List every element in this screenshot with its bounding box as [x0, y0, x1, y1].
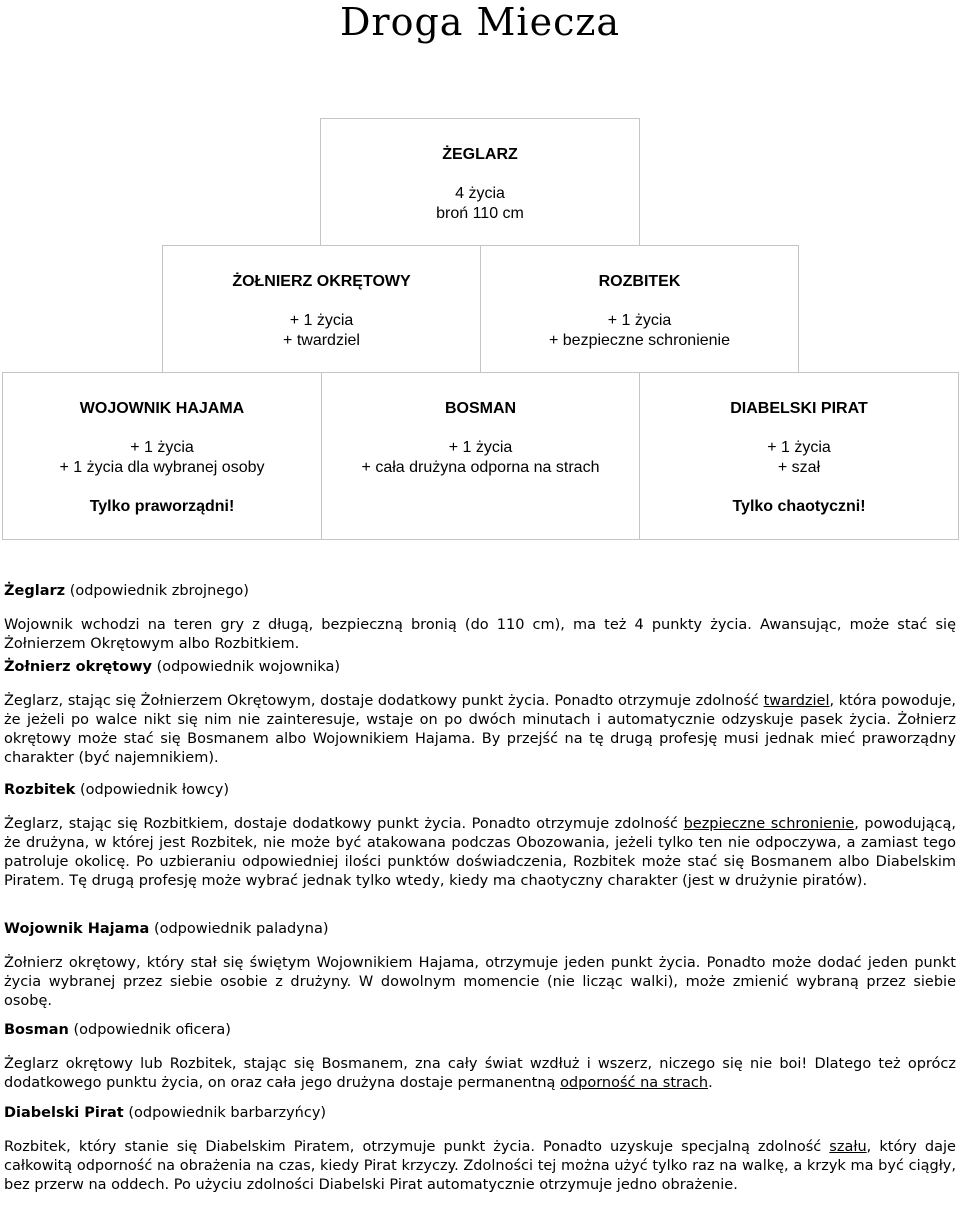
class-stat: + 1 życia dla wybranej osoby [59, 459, 265, 476]
class-stat: + twardziel [283, 332, 360, 349]
class-stat: + 1 życia [448, 439, 513, 456]
body-text: , powodującą, że drużyna, w której jest Rozbitek, nie może być atakowana podczas Obozowania, jeżeli tylko ten nie odpoczywa, a zamiast tego patroluje okolicę. Po uzbieraniu odpowiedniej ilości punktów doświadczenia, Rozbitek może stać się Bosmanem albo Diabelskim Piratem. Tę drugą profesję może wybrać jednak tylko wtedy, kiedy ma chaotyczny charakter (jest w drużynie piratów). [4, 816, 956, 889]
page-title: Droga Miecza [339, 0, 621, 44]
class-name: BOSMAN [444, 400, 517, 417]
section-heading [4, 920, 956, 939]
section-title: Żeglarz [4, 583, 66, 599]
section-body [4, 1055, 956, 1093]
class-name: ŻOŁNIERZ OKRĘTOWY [232, 273, 411, 290]
section-body: Wojownik wchodzi na teren gry z długą, bezpieczną bronią (do 110 cm), ma też 4 punkty życia. Awansując, może stać się Żołnierzem Okrętowym albo Rozbitkiem. [4, 617, 956, 652]
section-title: Wojownik Hajama [4, 921, 150, 937]
class-stat: + 1 życia [607, 312, 672, 329]
section-body [4, 1138, 956, 1195]
body-text: . [708, 1075, 713, 1091]
section-heading [4, 658, 956, 677]
class-stat: + 1 życia [767, 439, 831, 456]
section-wojownik-hajama [4, 920, 956, 1011]
body-text: , który daje całkowitą odporność na obrażenia na czas, kiedy Pirat krzyczy. Zdolności tej można użyć tylko raz na walkę, a krzyk ma być ciągły, bez przerw na oddech. Po użyciu zdolności Diabelski Pirat automatycznie otrzymuje jedno obrażenie. [4, 1139, 956, 1193]
body-text: Żeglarz, stając się Żołnierzem Okrętowym, dostaje dodatkowy punkt życia. Ponadto otrzymuje zdolność [4, 693, 764, 709]
class-name: ROZBITEK [598, 273, 681, 290]
ability-odpornosc-na-strach: odporność na strach [560, 1075, 709, 1091]
class-name: DIABELSKI PIRAT [730, 400, 868, 417]
section-subtitle: (odpowiednik barbarzyńcy) [128, 1105, 327, 1121]
section-subtitle: (odpowiednik wojownika) [156, 659, 341, 675]
class-stat: 4 życia [455, 185, 505, 202]
section-title: Diabelski Pirat [4, 1105, 124, 1121]
section-body [4, 692, 956, 768]
ability-twardziel: twardziel [763, 693, 830, 709]
section-diabelski-pirat [4, 1104, 956, 1195]
section-subtitle: (odpowiednik oficera) [73, 1022, 231, 1038]
section-body: Żołnierz okrętowy, który stał się świętym Wojownikiem Hajama, otrzymuje jeden punkt życia. Ponadto może dodać jeden punkt życia wybranej przez siebie osobie z drużyny. W dowolnym momencie (nie licząc walki), może zmienić wybraną przez siebie osobę. [4, 955, 956, 1009]
tree-tier3-box-middle [321, 372, 640, 540]
section-subtitle: (odpowiednik zbrojnego) [69, 583, 249, 599]
section-title: Żołnierz okrętowy [4, 659, 152, 675]
body-text: Żeglarz okrętowy lub Rozbitek, stając się Bosmanem, zna cały świat wzdłuż i wszerz, niczego się nie boi! Dlatego też oprócz dodatkowego punktu życia, on oraz cała jego drużyna dostaje permanentną [4, 1056, 956, 1091]
body-text: Rozbitek, który stanie się Diabelskim Piratem, otrzymuje punkt życia. Ponadto uzyskuje specjalną zdolność [4, 1139, 830, 1155]
class-stat: + 1 życia [289, 312, 354, 329]
section-bosman [4, 1021, 956, 1093]
section-title: Bosman [4, 1022, 69, 1038]
class-restriction-note: Tylko chaotyczni! [732, 498, 866, 515]
class-stat: + cała drużyna odporna na strach [361, 459, 600, 476]
class-name: WOJOWNIK HAJAMA [79, 400, 245, 417]
class-name: ŻEGLARZ [442, 146, 518, 163]
class-stat: + szał [777, 459, 821, 476]
section-rozbitek [4, 781, 956, 891]
section-heading [4, 781, 956, 800]
tree-tier3-box-right [639, 372, 959, 540]
class-stat: + bezpieczne schronienie [548, 332, 730, 349]
body-text: Żeglarz, stając się Rozbitkiem, dostaje dodatkowy punkt życia. Ponadto otrzymuje zdolność [4, 816, 684, 832]
tree-tier3-box-left [2, 372, 322, 540]
tree-tier2-box-left [162, 245, 481, 373]
section-zolnierz-okretowy [4, 658, 956, 768]
section-subtitle: (odpowiednik łowcy) [79, 782, 230, 798]
section-body [4, 815, 956, 891]
section-heading [4, 1104, 956, 1123]
section-heading [4, 582, 956, 601]
section-zeglarz [4, 582, 956, 654]
ability-bezpieczne-schronienie: bezpieczne schronienie [683, 816, 855, 832]
class-restriction-note: Tylko praworządni! [89, 498, 235, 515]
tree-root-box [320, 118, 640, 246]
ability-szal: szału [829, 1139, 867, 1155]
class-stat: broń 110 cm [436, 205, 524, 222]
tree-tier2-box-right [480, 245, 799, 373]
section-title: Rozbitek [4, 782, 76, 798]
class-stat: + 1 życia [130, 439, 194, 456]
section-heading [4, 1021, 956, 1040]
section-subtitle: (odpowiednik paladyna) [153, 921, 329, 937]
body-text: , która powoduje, że jeżeli po walce nikt się nim nie zainteresuje, wstaje on po dwóch minutach i automatycznie odzyskuje pasek życia. Żołnierz okrętowy może stać się Bosmanem albo Wojownikiem Hajama. By przejść na tę drugą profesję musi jednak mieć praworządny charakter (być najemnikiem). [4, 693, 957, 766]
